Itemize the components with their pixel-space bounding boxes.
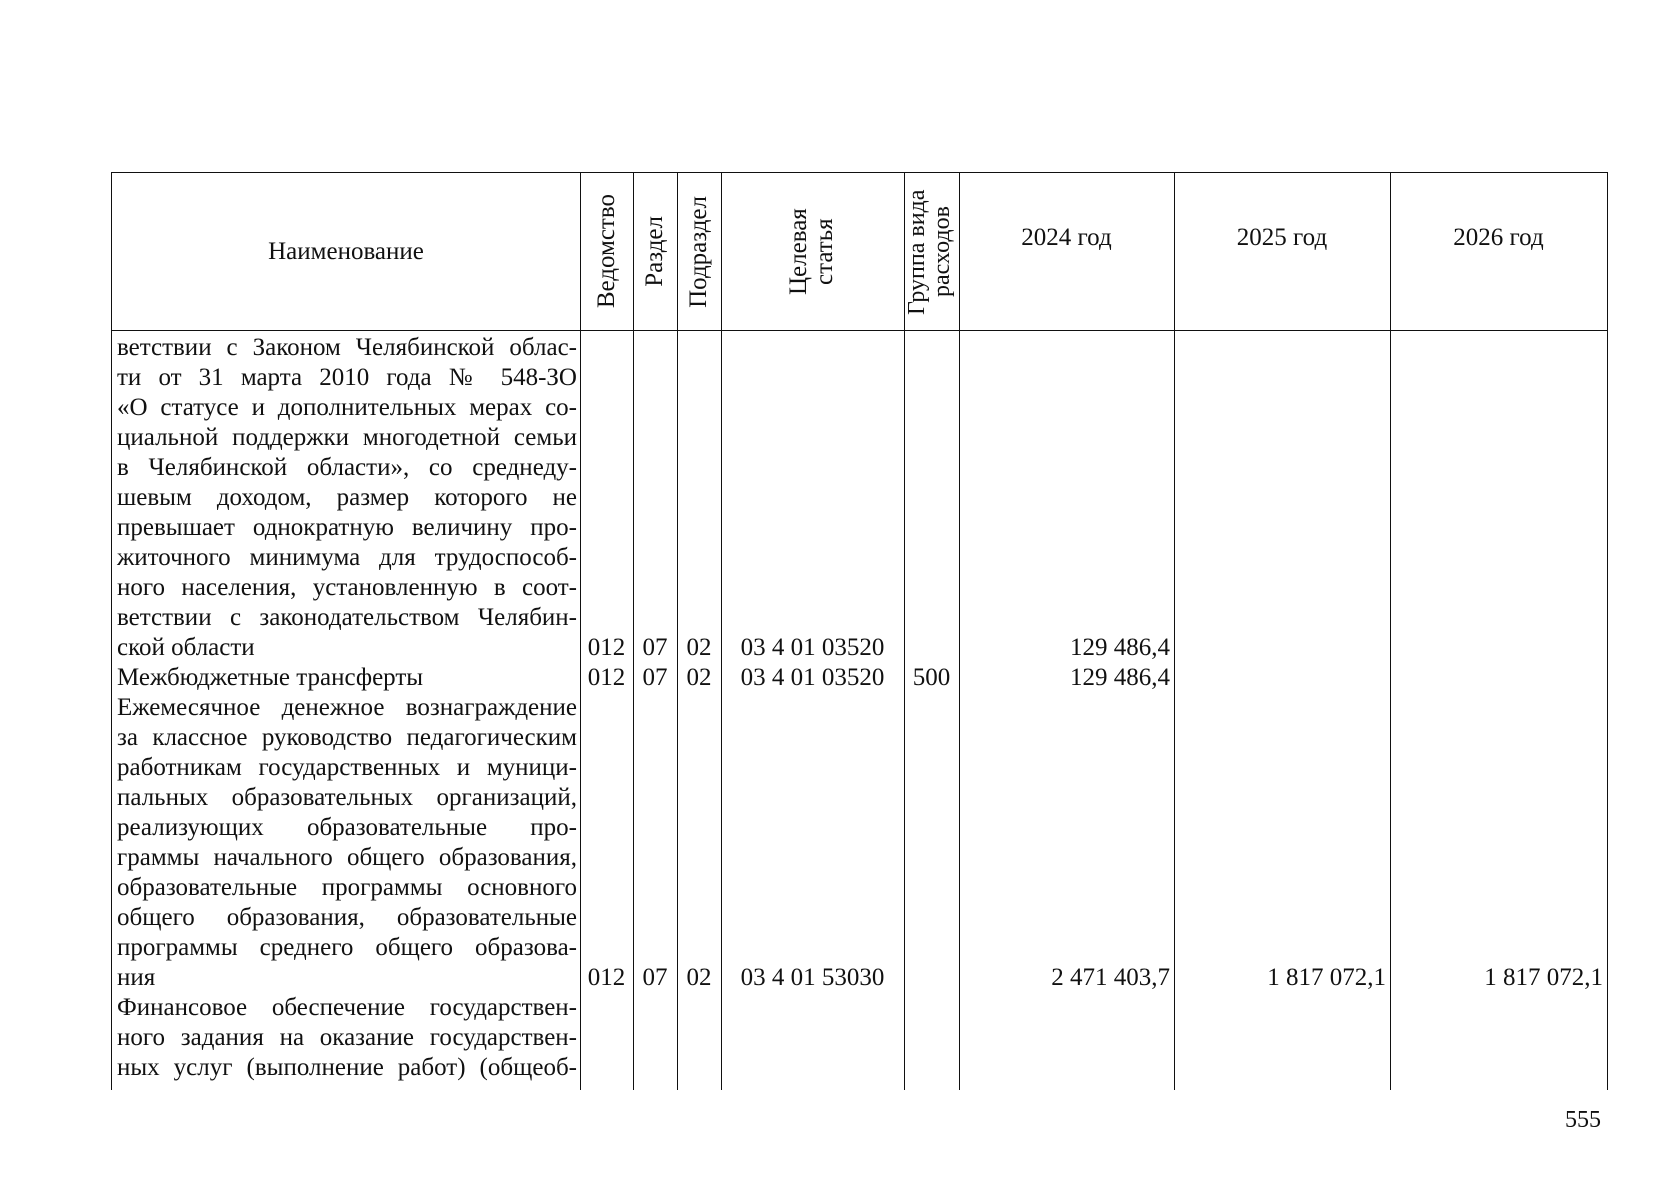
- header-target-label: Целевая статья: [784, 208, 838, 295]
- name-text-line: реализующих образовательные про-: [117, 814, 577, 841]
- name-text-line: Финансовое обеспечение государствен-: [117, 994, 577, 1021]
- section-cell: 07: [642, 664, 668, 691]
- header-2026: [1390, 173, 1607, 303]
- header-2024: [959, 173, 1174, 303]
- name-text-line: Межбюджетные трансферты: [117, 664, 424, 691]
- target-cell: 03 4 01 03520: [740, 664, 885, 691]
- header-subsection-label: Подраздел: [685, 195, 712, 308]
- name-text-line: циальной поддержки многодетной семьи: [117, 424, 577, 451]
- value-2025-cell: [1174, 633, 1386, 663]
- value-2025-cell: 1 817 072,1: [1267, 964, 1386, 991]
- name-text-line: ской области: [117, 634, 255, 661]
- group-cell: [904, 963, 959, 993]
- value-2025-cell: [1174, 663, 1386, 693]
- header-target: [721, 173, 904, 330]
- subsection-cell: 02: [686, 964, 712, 991]
- section-cell: 07: [642, 634, 668, 661]
- header-divider: [112, 330, 1607, 331]
- name-text-line: ти от 31 марта 2010 года № 548-ЗО: [117, 364, 577, 391]
- value-2026-cell: 1 817 072,1: [1484, 964, 1603, 991]
- value-2026-cell: [1390, 663, 1603, 693]
- header-2025: [1174, 173, 1390, 303]
- header-section-label: Раздел: [641, 216, 668, 287]
- header-dept: [580, 173, 633, 330]
- budget-table: [111, 172, 1608, 1090]
- header-name-label: Наименование: [268, 237, 424, 265]
- section-cell: 07: [642, 964, 668, 991]
- table-body: [112, 333, 1607, 1090]
- value-2024-cell: 129 486,4: [1070, 664, 1170, 691]
- value-2026-cell: [1390, 633, 1603, 663]
- header-section: [633, 173, 677, 330]
- group-cell: [904, 633, 959, 663]
- header-dept-label: Ведомство: [592, 194, 620, 309]
- header-subsection: [677, 173, 721, 330]
- name-text-line: за классное руководство педагогическим: [117, 724, 577, 751]
- subsection-cell: 02: [686, 664, 712, 691]
- name-text-line: «О статусе и дополнительных мерах со-: [117, 394, 577, 421]
- name-text-line: житочного минимума для трудоспособ-: [117, 544, 577, 571]
- name-text-line: программы среднего общего образова-: [117, 934, 577, 961]
- target-cell: 03 4 01 03520: [740, 634, 885, 661]
- value-2024-cell: 129 486,4: [1070, 634, 1170, 661]
- header-name: [112, 173, 580, 330]
- page-number: 555: [1565, 1107, 1601, 1133]
- name-text-line: ветствии с законодательством Челябин-: [117, 604, 577, 631]
- name-text-line: общего образования, образовательные: [117, 904, 577, 931]
- header-group: [904, 173, 959, 330]
- name-text-line: ных услуг (выполнение работ) (общеоб-: [117, 1054, 577, 1081]
- dept-cell: 012: [587, 964, 626, 991]
- dept-cell: 012: [587, 664, 626, 691]
- name-text-line: образовательные программы основного: [117, 874, 577, 901]
- group-cell: 500: [912, 664, 951, 691]
- name-text-line: ветствии с Законом Челябинской облас-: [117, 334, 577, 361]
- subsection-cell: 02: [686, 634, 712, 661]
- header-2025-label: 2025 год: [1236, 224, 1328, 251]
- name-text-line: ного задания на оказание государствен-: [117, 1024, 577, 1051]
- name-text-line: шевым доходом, размер которого не: [117, 484, 577, 511]
- name-text-line: ного населения, установленную в соот-: [117, 574, 577, 601]
- name-text-line: граммы начального общего образования,: [117, 844, 577, 871]
- header-group-label: Группа вида расходов: [903, 188, 955, 315]
- name-text-line: работникам государственных и муници-: [117, 754, 577, 781]
- header-2026-label: 2026 год: [1453, 224, 1544, 251]
- name-text-line: превышает однократную величину про-: [117, 514, 577, 541]
- name-text-line: Ежемесячное денежное вознаграждение: [117, 694, 577, 721]
- name-text-line: ния: [117, 964, 156, 991]
- header-2024-label: 2024 год: [1021, 224, 1112, 251]
- name-text-line: пальных образовательных организаций,: [117, 784, 577, 811]
- target-cell: 03 4 01 53030: [740, 964, 885, 991]
- name-text-line: в Челябинской области», со среднеду-: [117, 454, 577, 481]
- dept-cell: 012: [587, 634, 626, 661]
- value-2024-cell: 2 471 403,7: [1051, 964, 1170, 991]
